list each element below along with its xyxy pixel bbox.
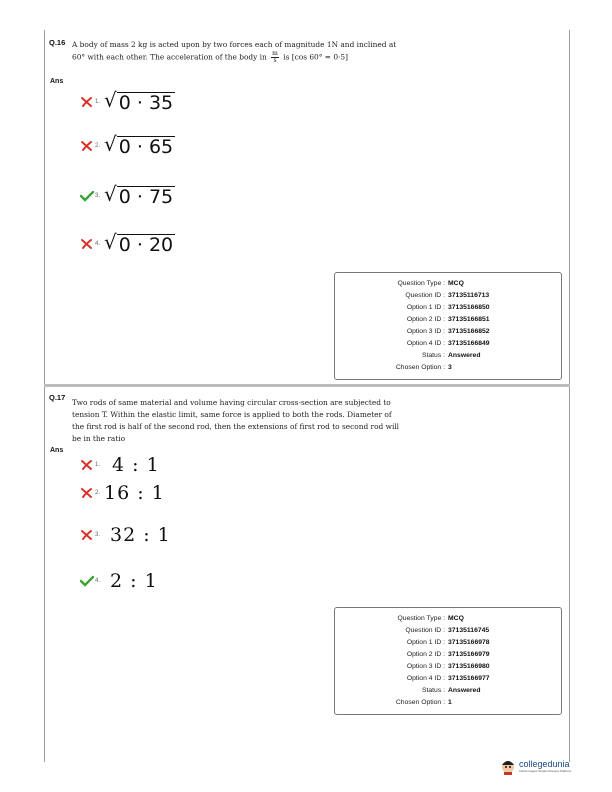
- info-label: Option 2 ID :: [406, 651, 445, 658]
- question-text-line: Two rods of same material and volume having circular cross-section are subjected to: [72, 398, 391, 407]
- answer-label: Ans: [50, 447, 64, 454]
- info-label: Question Type :: [397, 280, 445, 287]
- option-number: 2.: [95, 490, 101, 496]
- option-number: 3.: [95, 192, 101, 199]
- radicand: 0 · 75: [118, 186, 174, 208]
- question-text-line: A body of mass 2 kg is acted upon by two forces each of magnitude 1N and inclined at: [72, 40, 397, 49]
- info-value: 3: [448, 364, 452, 371]
- info-question-type: [335, 280, 561, 287]
- info-value: 37135166980: [448, 663, 490, 670]
- info-value: 37135166850: [448, 304, 490, 311]
- option-value: √ 0 · 20: [104, 230, 174, 256]
- option-value: √ 0 · 65: [104, 132, 174, 158]
- info-status: [335, 687, 561, 694]
- info-label: Option 4 ID :: [406, 340, 445, 347]
- info-value: Answered: [448, 352, 481, 359]
- option-4: [80, 232, 175, 255]
- info-status: [335, 352, 561, 359]
- answer-label: Ans: [50, 78, 64, 85]
- info-label: Option 3 ID :: [406, 663, 445, 670]
- cross-icon: [80, 140, 94, 152]
- question-16: [44, 34, 570, 384]
- option-number: 4.: [95, 240, 101, 247]
- cross-icon: [80, 238, 94, 250]
- question-divider: [44, 384, 570, 387]
- question-text-line: [72, 51, 432, 64]
- info-label: Option 2 ID :: [406, 316, 445, 323]
- question-17: [44, 388, 570, 718]
- check-icon: [80, 575, 94, 587]
- info-label: Option 3 ID :: [406, 328, 445, 335]
- option-2: [80, 482, 165, 504]
- info-option-3-id: [335, 328, 561, 335]
- info-question-type: [335, 615, 561, 622]
- info-value: 37135166852: [448, 328, 490, 335]
- info-option-1-id: [335, 639, 561, 646]
- question-text-part: 60° with each other. The acceleration of the body in: [72, 52, 267, 62]
- info-value: MCQ: [448, 280, 464, 287]
- question-text-line: the first rod is half of the second rod, then the extensions of first rod to second rod will: [72, 422, 400, 431]
- fraction-denominator: s: [273, 57, 277, 64]
- check-icon: [80, 190, 94, 202]
- cross-icon: [80, 459, 94, 471]
- question-info-box: [334, 607, 562, 715]
- question-info-box: [334, 272, 562, 380]
- question-text-line: be in the ratio: [72, 434, 126, 443]
- option-value: √ 0 · 75: [104, 182, 174, 208]
- question-text: [72, 397, 432, 445]
- info-label: Chosen Option :: [395, 364, 445, 371]
- option-3: [80, 184, 175, 207]
- radicand: 0 · 65: [118, 136, 174, 158]
- info-value: 37135116745: [448, 627, 490, 634]
- info-option-2-id: [335, 651, 561, 658]
- info-question-id: [335, 627, 561, 634]
- question-text-line: tension T. Within the elastic limit, same force is applied to both the rods. Diameter of: [72, 410, 392, 419]
- fraction-numerator: m: [272, 50, 278, 57]
- info-chosen-option: [335, 699, 561, 706]
- info-value: 37135166849: [448, 340, 490, 347]
- info-value: Answered: [448, 687, 481, 694]
- info-option-2-id: [335, 316, 561, 323]
- info-option-3-id: [335, 663, 561, 670]
- option-4: [80, 570, 158, 592]
- info-value: 37135166979: [448, 651, 490, 658]
- info-option-1-id: [335, 304, 561, 311]
- info-option-4-id: [335, 675, 561, 682]
- info-value: 37135116713: [448, 292, 490, 299]
- info-label: Question ID :: [405, 292, 445, 299]
- mascot-icon: [500, 757, 516, 775]
- cross-icon: [80, 529, 94, 541]
- option-value: 4 : 1: [112, 454, 160, 476]
- question-text: [72, 39, 432, 64]
- collegedunia-logo: [500, 757, 571, 775]
- info-label: Chosen Option :: [395, 699, 445, 706]
- option-3: [80, 524, 171, 546]
- option-number: 3.: [95, 532, 101, 538]
- info-label: Option 1 ID :: [406, 639, 445, 646]
- info-chosen-option: [335, 364, 561, 371]
- info-option-4-id: [335, 340, 561, 347]
- info-value: 1: [448, 699, 452, 706]
- option-number: 4.: [95, 578, 101, 584]
- option-value: √ 0 · 35: [104, 88, 174, 114]
- info-label: Option 4 ID :: [406, 675, 445, 682]
- radicand: 0 · 20: [118, 234, 174, 256]
- option-1: [80, 90, 175, 113]
- info-question-id: [335, 292, 561, 299]
- logo-name: collegedunia: [519, 759, 570, 769]
- radicand: 0 · 35: [118, 92, 174, 114]
- info-value: 37135166977: [448, 675, 490, 682]
- option-number: 2.: [95, 142, 101, 149]
- option-2: [80, 134, 175, 157]
- option-value: 32 : 1: [110, 524, 171, 546]
- question-number: Q.17: [49, 393, 66, 402]
- cross-icon: [80, 96, 94, 108]
- unit-fraction: [271, 51, 279, 64]
- info-label: Question Type :: [397, 615, 445, 622]
- option-number: 1.: [95, 462, 101, 468]
- option-value: 2 : 1: [110, 570, 158, 592]
- info-value: 37135166978: [448, 639, 490, 646]
- option-number: 1.: [95, 98, 101, 105]
- info-label: Status :: [421, 352, 445, 359]
- option-1: [80, 454, 160, 476]
- info-label: Option 1 ID :: [406, 304, 445, 311]
- info-label: Status :: [421, 687, 445, 694]
- question-text-part: is [cos 60° = 0·5]: [283, 52, 348, 62]
- option-value: 16 : 1: [104, 482, 165, 504]
- question-number: Q.16: [49, 38, 66, 47]
- logo-tagline: India's largest Student Review Platform: [519, 769, 572, 773]
- info-value: 37135166851: [448, 316, 490, 323]
- info-value: MCQ: [448, 615, 464, 622]
- cross-icon: [80, 487, 94, 499]
- info-label: Question ID :: [405, 627, 445, 634]
